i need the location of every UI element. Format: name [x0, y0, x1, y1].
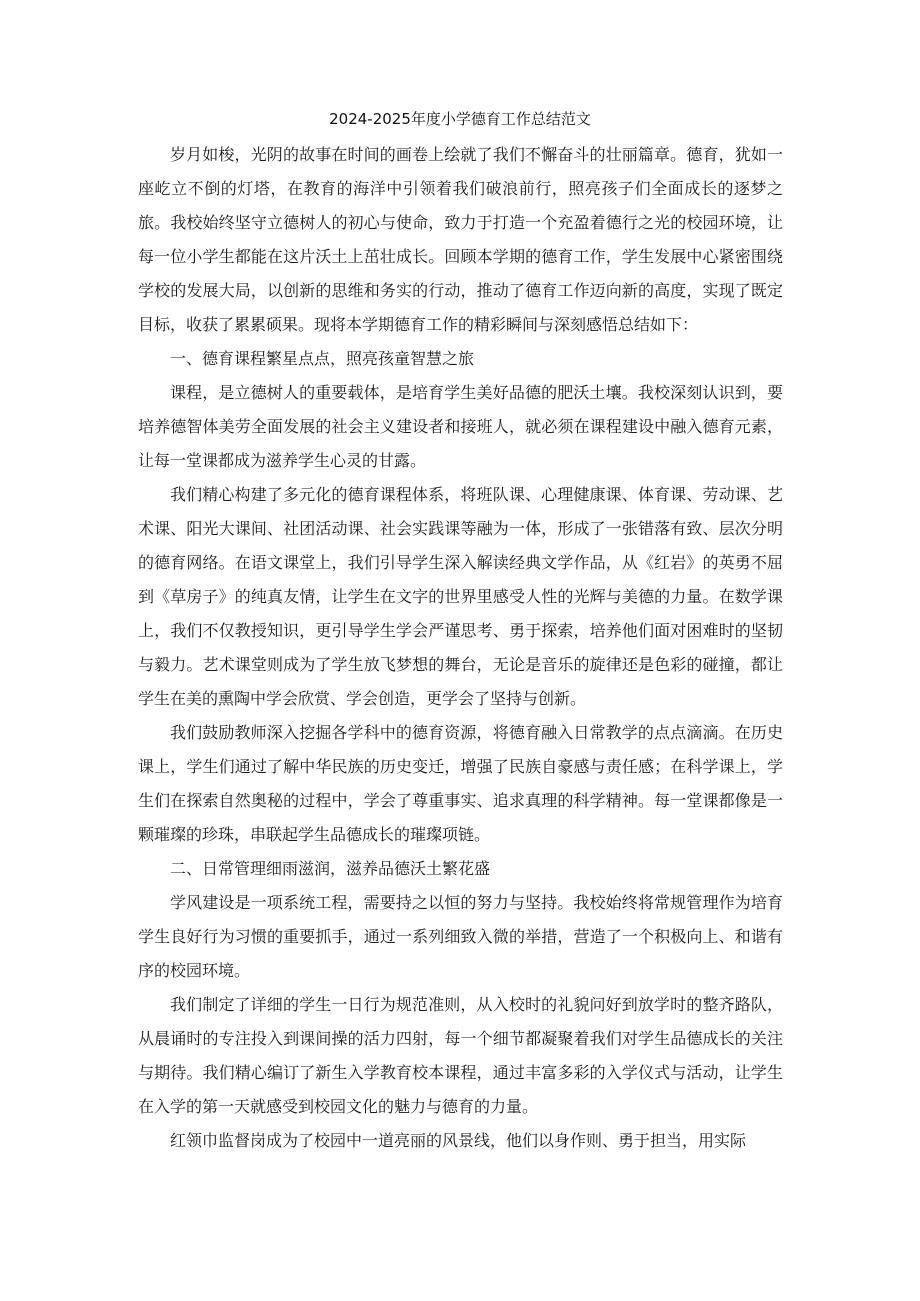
paragraph: 课程，是立德树人的重要载体，是培育学生美好品德的肥沃土壤。我校深刻认识到，要培养德智体美劳全面发展的社会主义建设者和接班人，就必须在课程建设中融入德育元素，让每一堂课都成为滋养学生心灵的甘露。	[138, 383, 783, 470]
document-body	[138, 138, 783, 1158]
paragraph: 我们鼓励教师深入挖掘各学科中的德育资源，将德育融入日常教学的点点滴滴。在历史课上，学生们通过了解中华民族的历史变迁，增强了民族自豪感与责任感；在科学课上，学生们在探索自然奥秘的过程中，学会了尊重事实、追求真理的科学精神。每一堂课都像是一颗璀璨的珍珠，串联起学生品德成长的璀璨项链。	[138, 723, 783, 844]
paragraph: 我们制定了详细的学生一日行为规范准则，从入校时的礼貌问好到放学时的整齐路队，从晨诵时的专注投入到课间操的活力四射，每一个细节都凝聚着我们对学生品德成长的关注与期待。我们精心编订了新生入学教育校本课程，通过丰富多彩的入学仪式与活动，让学生在入学的第一天就感受到校园文化的魅力与德育的力量。	[138, 995, 783, 1116]
paragraph-intro: 岁月如梭，光阴的故事在时间的画卷上绘就了我们不懈奋斗的壮丽篇章。德育，犹如一座屹立不倒的灯塔，在教育的海洋中引领着我们破浪前行，照亮孩子们全面成长的逐梦之旅。我校始终坚守立德树人的初心与使命，致力于打造一个充盈着德行之光的校园环境，让每一位小学生都能在这片沃土上茁壮成长。回顾本学期的德育工作，学生发展中心紧密围绕学校的发展大局，以创新的思维和务实的行动，推动了德育工作迈向新的高度，实现了既定目标，收获了累累硕果。现将本学期德育工作的精彩瞬间与深刻感悟总结如下：	[138, 145, 783, 334]
paragraph: 我们精心构建了多元化的德育课程体系，将班队课、心理健康课、体育课、劳动课、艺术课、阳光大课间、社团活动课、社会实践课等融为一体，形成了一张错落有致、层次分明的德育网络。在语文课堂上，我们引导学生深入解读经典文学作品，从《红岩》的英勇不屈到《草房子》的纯真友情，让学生在文字的世界里感受人性的光辉与美德的力量。在数学课上，我们不仅教授知识，更引导学生学会严谨思考、勇于探索，培养他们面对困难时的坚韧与毅力。艺术课堂则成为了学生放飞梦想的舞台，无论是音乐的旋律还是色彩的碰撞，都让学生在美的熏陶中学会欣赏、学会创造，更学会了坚持与创新。	[138, 485, 783, 708]
section-heading-2: 二、日常管理细雨滋润，滋养品德沃土繁花盛	[170, 859, 491, 878]
document-title: 2024-2025年度小学德育工作总结范文	[329, 110, 591, 128]
section-heading-1: 一、德育课程繁星点点，照亮孩童智慧之旅	[170, 349, 475, 368]
paragraph: 红领巾监督岗成为了校园中一道亮丽的风景线，他们以身作则、勇于担当，用实际	[170, 1131, 747, 1150]
paragraph: 学风建设是一项系统工程，需要持之以恒的努力与坚持。我校始终将常规管理作为培育学生良好行为习惯的重要抓手，通过一系列细致入微的举措，营造了一个积极向上、和谐有序的校园环境。	[138, 893, 783, 980]
